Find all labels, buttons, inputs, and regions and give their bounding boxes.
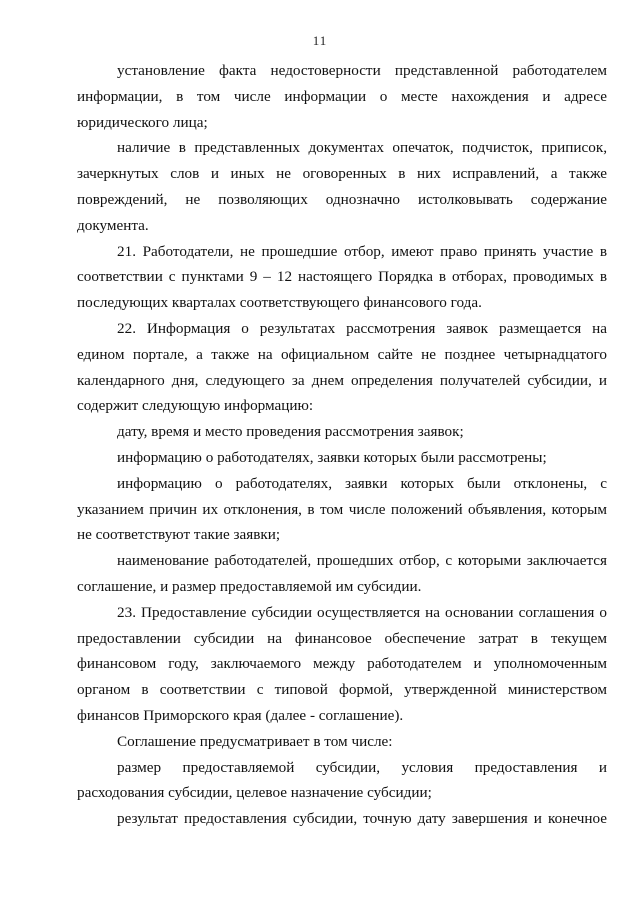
paragraph-2: наличие в представленных документах опечаток, подчисток, приписок, зачеркнутых слов и иных не оговоренных в них исправлений, а также повреждений, не позволяющих однозначно истолковывать содержание документа. bbox=[77, 139, 607, 234]
paragraph-1: установление факта недостоверности представленной работодателем информации, в том числе информации о месте нахождения и адресе юридического лица; bbox=[77, 62, 607, 131]
paragraph-12: результат предоставления субсидии, точную дату завершения и конечное bbox=[117, 810, 607, 828]
document-body bbox=[77, 58, 607, 832]
paragraph-6: информацию о работодателях, заявки которых были рассмотрены; bbox=[117, 448, 547, 466]
paragraph-8: наименование работодателей, прошедших отбор, с которыми заключается соглашение, и размер предоставляемой им субсидии. bbox=[77, 552, 607, 595]
paragraph-7: информацию о работодателях, заявки которых были отклонены, с указанием причин их отклонения, в том числе положений объявления, которым не соответствуют такие заявки; bbox=[77, 474, 607, 544]
paragraph-11: размер предоставляемой субсидии, условия предоставления и расходования субсидии, целевое назначение субсидии; bbox=[77, 758, 607, 802]
paragraph-5: дату, время и место проведения рассмотрения заявок; bbox=[117, 423, 464, 441]
paragraph-10: Соглашение предусматривает в том числе: bbox=[117, 732, 393, 750]
paragraph-9: 23. Предоставление субсидии осуществляется на основании соглашения о предоставлении субсидии на финансовое обеспечение затрат в текущем финансовом году, заключаемого между работодателем и уполномоченным органом в соответствии с типовой формой, утвержденной министерством финансов Приморского края (далее - соглашение). bbox=[77, 603, 607, 724]
paragraph-3: 21. Работодатели, не прошедшие отбор, имеют право принять участие в соответствии с пунктами 9 – 12 настоящего Порядка в отборах, проводимых в последующих кварталах соответствующего финансового года. bbox=[77, 242, 607, 312]
page-number: 11 bbox=[312, 33, 328, 48]
paragraph-4: 22. Информация о результатах рассмотрения заявок размещается на едином портале, а также на официальном сайте не позднее четырнадцатого календарного дня, следующего за днем определения получателей субсидии, и содержит следующую информацию: bbox=[77, 319, 607, 415]
